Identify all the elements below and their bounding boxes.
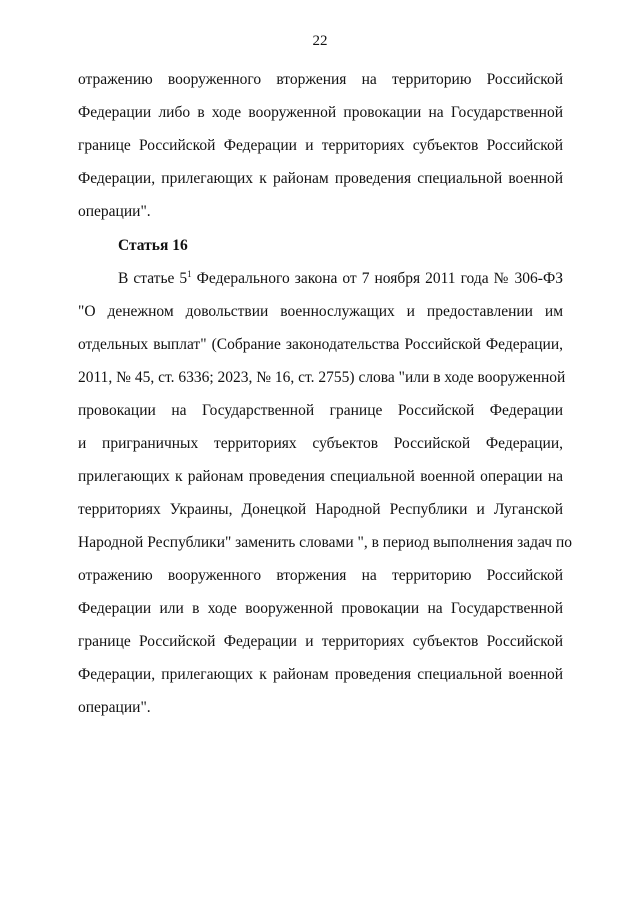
text-line: отдельных выплат" (Собрание законодательства Российской Федерации, — [78, 336, 563, 353]
page-number: 22 — [312, 33, 328, 49]
first-line-text-rest: Федерального закона от 7 ноября 2011 года № 306-ФЗ — [191, 270, 563, 287]
text-line: Народной Республики" заменить словами ", в период выполнения задач по — [78, 534, 573, 551]
text-line: Федерации, прилегающих к районам проведения специальной военной — [78, 666, 563, 683]
text-line: территориях Украины, Донецкой Народной Республики и Луганской — [78, 501, 563, 518]
text-line: границе Российской Федерации и территориях субъектов Российской — [78, 137, 563, 154]
text-line: Федерации либо в ходе вооруженной провокации на Государственной — [78, 104, 563, 121]
text-line: Федерации или в ходе вооруженной провокации на Государственной — [78, 600, 563, 617]
text-line: операции". — [78, 203, 151, 220]
text-line: отражению вооруженного вторжения на территорию Российской — [78, 567, 563, 584]
article-heading: Статья 16 — [118, 237, 188, 254]
text-line: прилегающих к районам проведения специальной военной операции на — [78, 468, 563, 485]
text-line: границе Российской Федерации и территориях субъектов Российской — [78, 633, 563, 650]
text-line: отражению вооруженного вторжения на территорию Российской — [78, 71, 563, 88]
first-line-text: В статье 5 — [118, 270, 188, 287]
superscript: 1 — [187, 269, 192, 279]
text-line: провокации на Государственной границе Российской Федерации — [78, 402, 563, 419]
text-line: операции". — [78, 699, 151, 716]
text-line: "О денежном довольствии военнослужащих и предоставлении им — [78, 303, 563, 320]
text-line: 2011, № 45, ст. 6336; 2023, № 16, ст. 2755) слова "или в ходе вооруженной — [78, 369, 566, 386]
text-line: Федерации, прилегающих к районам проведения специальной военной — [78, 170, 563, 187]
text-line: и приграничных территориях субъектов Российской Федерации, — [78, 435, 563, 452]
article-first-line — [118, 269, 563, 289]
